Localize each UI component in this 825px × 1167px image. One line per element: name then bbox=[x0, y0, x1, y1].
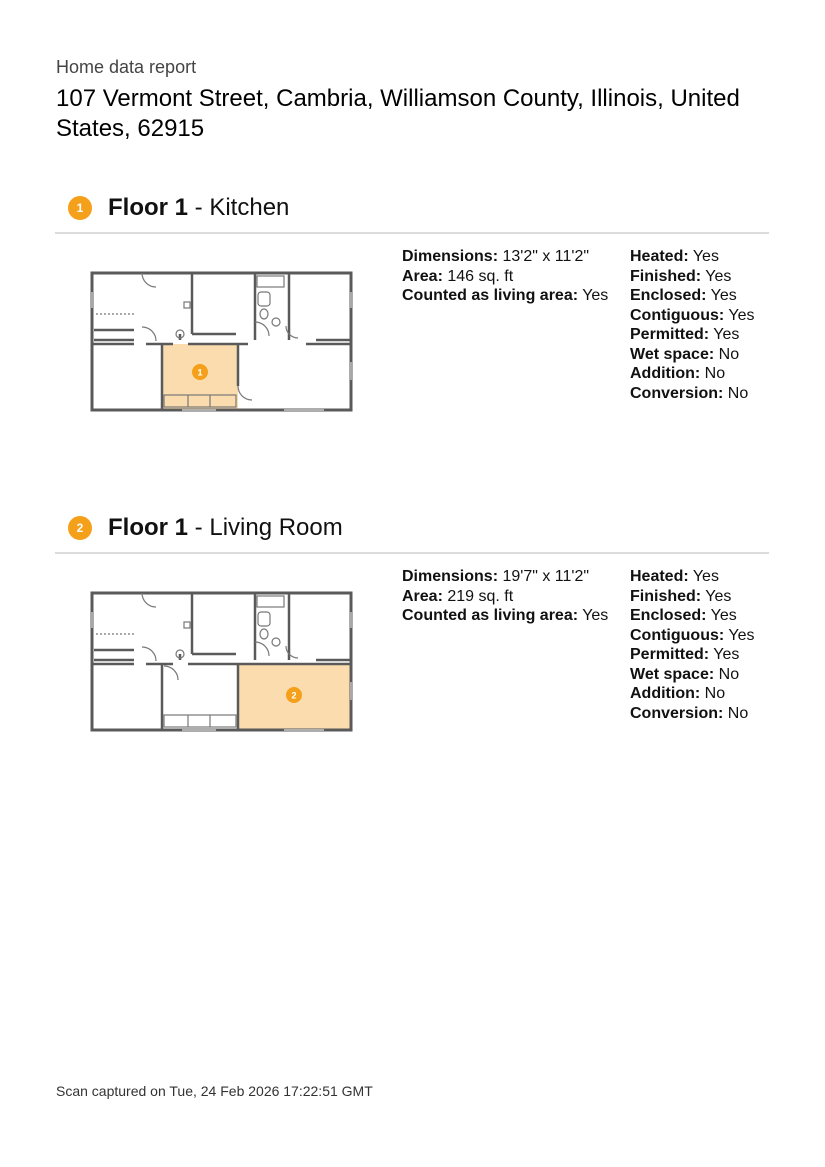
heated-row: Heated: Yes bbox=[630, 568, 719, 585]
room-number-badge: 1 bbox=[68, 196, 92, 220]
conversion-row: Conversion: No bbox=[630, 384, 749, 402]
dimensions-row: Dimensions: 19'7" x 11'2" bbox=[402, 568, 590, 585]
heated-row: Heated: Yes bbox=[630, 248, 719, 265]
room-header bbox=[68, 512, 343, 544]
permitted-row: Permitted: Yes bbox=[630, 326, 740, 343]
permitted-row: Permitted: Yes bbox=[630, 646, 740, 663]
room-title bbox=[108, 194, 289, 222]
room-name: Living Room bbox=[209, 514, 343, 541]
addition-row: Addition: No bbox=[630, 685, 726, 702]
conversion-row: Conversion: No bbox=[630, 704, 749, 722]
addition-row: Addition: No bbox=[630, 365, 726, 382]
floor-plan-kitchen bbox=[88, 262, 358, 417]
enclosed-row: Enclosed: Yes bbox=[630, 287, 737, 304]
scan-timestamp: Scan captured on Tue, 24 Feb 2026 17:22:51 GMT bbox=[56, 1083, 373, 1099]
room-header bbox=[68, 192, 289, 224]
room-number-badge: 2 bbox=[68, 516, 92, 540]
room-attributes bbox=[630, 247, 754, 403]
section-divider bbox=[55, 552, 769, 554]
title-separator: - bbox=[188, 514, 210, 541]
report-label: Home data report bbox=[56, 57, 197, 77]
room-measurements bbox=[402, 247, 608, 306]
room-name: Kitchen bbox=[209, 194, 290, 221]
room-measurements bbox=[402, 567, 608, 626]
room-marker-number: 1 bbox=[197, 367, 203, 378]
title-separator: - bbox=[188, 194, 210, 221]
finished-row: Finished: Yes bbox=[630, 587, 732, 605]
living-area-row: Counted as living area: Yes bbox=[402, 607, 609, 624]
floor-label: Floor 1 bbox=[108, 514, 189, 541]
wet-space-row: Wet space: No bbox=[630, 345, 740, 363]
floor-plan-living-room bbox=[88, 582, 358, 737]
dimensions-row: Dimensions: 13'2" x 11'2" bbox=[402, 248, 590, 265]
contiguous-row: Contiguous: Yes bbox=[630, 306, 755, 324]
finished-row: Finished: Yes bbox=[630, 267, 732, 285]
room-attributes bbox=[630, 567, 754, 723]
contiguous-row: Contiguous: Yes bbox=[630, 626, 755, 644]
living-area-row: Counted as living area: Yes bbox=[402, 287, 609, 304]
room-marker-number: 2 bbox=[291, 690, 297, 701]
area-row: Area: 219 sq. ft bbox=[402, 587, 514, 605]
property-address: 107 Vermont Street, Cambria, Williamson County, Illinois, United States, 62915 bbox=[56, 85, 740, 142]
section-divider bbox=[55, 232, 769, 234]
floor-label: Floor 1 bbox=[108, 194, 189, 221]
room-title bbox=[108, 514, 343, 542]
area-row: Area: 146 sq. ft bbox=[402, 267, 514, 285]
wet-space-row: Wet space: No bbox=[630, 665, 740, 683]
enclosed-row: Enclosed: Yes bbox=[630, 607, 737, 624]
